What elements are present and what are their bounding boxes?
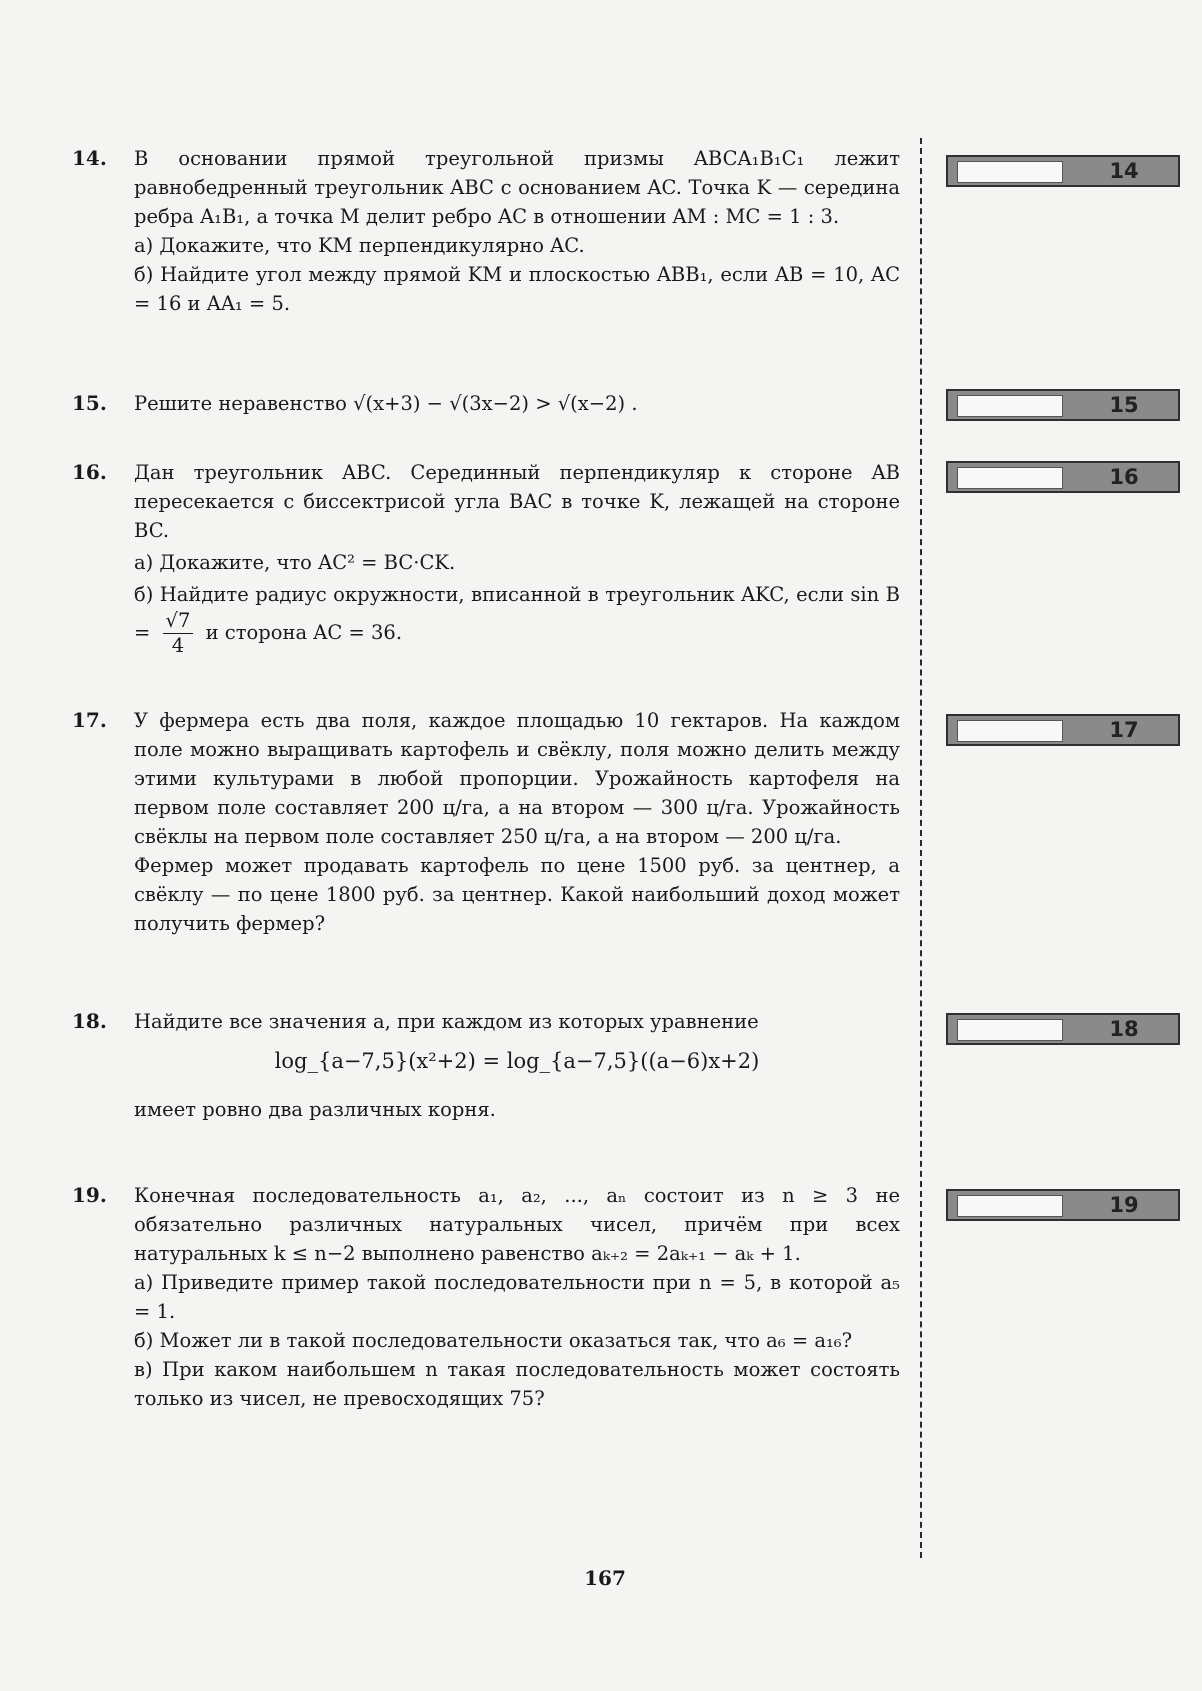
task-part-a: а) Докажите, что KM перпендикулярно AC. (134, 234, 585, 257)
answer-box-19 (946, 1189, 1180, 1221)
answer-field[interactable] (957, 161, 1063, 183)
answer-box-label: 17 (1109, 718, 1139, 742)
fraction (163, 609, 194, 658)
task-number: 14. (72, 146, 107, 170)
answer-box-14 (946, 155, 1180, 187)
answer-box-label: 19 (1109, 1193, 1139, 1217)
part-b-text-end: и сторона AC = 36. (205, 621, 403, 644)
part-b-text: б) Найдите радиус окружности, вписанной в треугольник AKC, если sin B = (134, 583, 900, 644)
answer-box-16 (946, 461, 1180, 493)
task-statement: Конечная последовательность a₁, a₂, ..., aₙ состоит из n ≥ 3 не обязательно различных натуральных чисел, причём при всех натуральных k ≤ n−2 выполнено равенство aₖ₊₂ = 2aₖ₊₁ − aₖ + 1. (134, 1184, 900, 1265)
answer-box-label: 14 (1109, 159, 1139, 183)
task-part-b: б) Может ли в такой последовательности оказаться так, что a₆ = a₁₆? (134, 1329, 853, 1352)
answer-box-15 (946, 389, 1180, 421)
answer-field[interactable] (957, 1019, 1063, 1041)
equation: log_{a−7,5}(x²+2) = log_{a−7,5}((a−6)x+2) (274, 1049, 760, 1073)
task-statement: Дан треугольник ABC. Серединный перпендикуляр к стороне AB пересекается с биссектрисой угла BAC в точке K, лежащей на стороне BC. (134, 461, 900, 542)
answer-field[interactable] (957, 1195, 1063, 1217)
answer-field[interactable] (957, 395, 1063, 417)
answer-box-label: 15 (1109, 393, 1139, 417)
task-statement: У фермера есть два поля, каждое площадью 10 гектаров. На каждом поле можно выращивать картофель и свёклу, поля можно делить между этими культурами в любой пропорции. Урожайность картофеля на первом поле составляет 200 ц/га, а на втором — 300 ц/га. Урожайность свёклы на первом поле составляет 250 ц/га, а на втором — 200 ц/га. (134, 709, 900, 848)
task-statement-end: имеет ровно два различных корня. (134, 1098, 496, 1121)
answer-box-label: 18 (1109, 1017, 1139, 1041)
task-statement: В основании прямой треугольной призмы ABCA₁B₁C₁ лежит равнобедренный треугольник ABC с основанием AC. Точка K — середина ребра A₁B₁, а точка M делит ребро AC в отношении AM : MC = 1 : 3. (134, 147, 900, 228)
task-part-b: б) Найдите угол между прямой KM и плоскостью ABB₁, если AB = 10, AC = 16 и AA₁ = 5. (134, 263, 900, 315)
fraction-numerator: √7 (163, 609, 194, 634)
task-part-b (134, 580, 900, 658)
answer-box-17 (946, 714, 1180, 746)
task-part-c: в) При каком наибольшем n такая последовательность может состоять только из чисел, не превосходящих 75? (134, 1358, 900, 1410)
answer-field[interactable] (957, 720, 1063, 742)
answer-box-label: 16 (1109, 465, 1139, 489)
answer-box-18 (946, 1013, 1180, 1045)
task-part-a: а) Докажите, что AC² = BC·CK. (134, 551, 456, 574)
task-number: 18. (72, 1009, 107, 1033)
task-number: 19. (72, 1183, 107, 1207)
task-number: 15. (72, 391, 107, 415)
page-number: 167 (584, 1566, 626, 1590)
task-number: 17. (72, 708, 107, 732)
cut-line (920, 138, 922, 1558)
task-statement: Решите неравенство √(x+3) − √(3x−2) > √(x−2) . (134, 392, 638, 415)
fraction-denominator: 4 (171, 634, 185, 657)
task-statement-2: Фермер может продавать картофель по цене 1500 руб. за центнер, а свёклу — по цене 1800 руб. за центнер. Какой наибольший доход может получить фермер? (134, 854, 900, 935)
task-statement: Найдите все значения a, при каждом из которых уравнение (134, 1010, 759, 1033)
task-part-a: а) Приведите пример такой последовательности при n = 5, в которой a₅ = 1. (134, 1271, 900, 1323)
answer-field[interactable] (957, 467, 1063, 489)
task-number: 16. (72, 460, 107, 484)
